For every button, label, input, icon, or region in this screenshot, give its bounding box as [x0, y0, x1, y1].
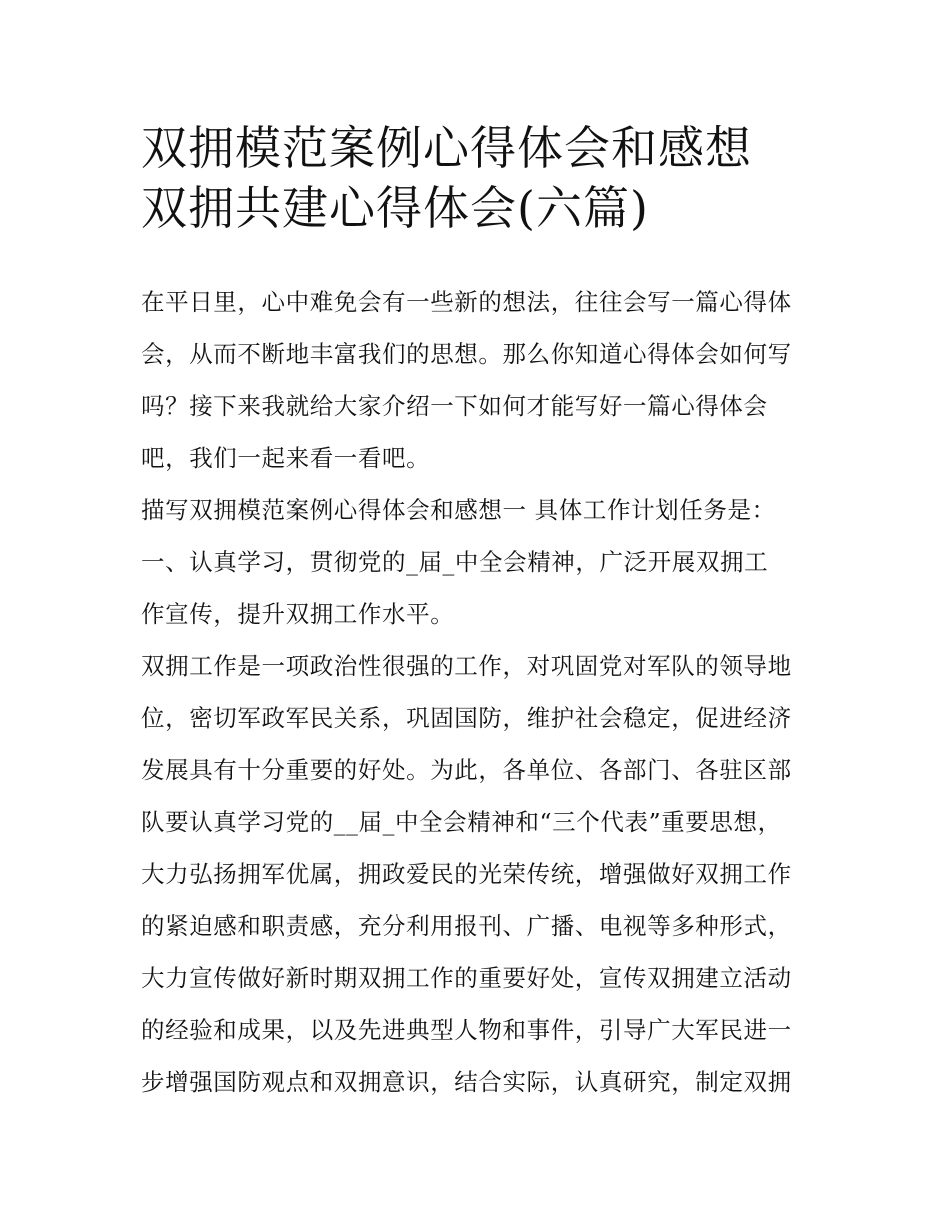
body-line: 一、认真学习，贯彻党的_届_中全会精神，广泛开展双拥工 — [141, 548, 769, 576]
title-line-2: 双拥共建心得体会(六篇) — [141, 181, 649, 235]
body-line: 队要认真学习党的__届_中全会精神和“三个代表”重要思想， — [141, 808, 782, 836]
body-line: 吗？接下来我就给大家介绍一下如何才能写好一篇心得体会 — [141, 392, 768, 420]
body-line: 吧，我们一起来看一看吧。 — [141, 444, 431, 472]
body-line: 会，从而不断地丰富我们的思想。那么你知道心得体会如何写 — [141, 340, 792, 368]
body-line: 位，密切军政军民关系，巩固国防，维护社会稳定，促进经济 — [141, 704, 792, 732]
body-line: 发展具有十分重要的好处。为此，各单位、各部门、各驻区部 — [141, 756, 792, 784]
document-body — [141, 276, 821, 1108]
title-line-1: 双拥模范案例心得体会和感想 — [141, 121, 752, 175]
body-line: 双拥工作是一项政治性很强的工作，对巩固党对军队的领导地 — [141, 652, 792, 680]
body-line: 的紧迫感和职责感，充分利用报刊、广播、电视等多种形式， — [141, 912, 792, 940]
body-line: 在平日里，心中难免会有一些新的想法，往往会写一篇心得体 — [141, 288, 792, 316]
body-line: 作宣传，提升双拥工作水平。 — [141, 600, 455, 628]
document-title — [141, 118, 841, 238]
body-line: 的经验和成果，以及先进典型人物和事件，引导广大军民进一 — [141, 1016, 792, 1044]
body-line: 大力弘扬拥军优属，拥政爱民的光荣传统，增强做好双拥工作 — [141, 860, 792, 888]
body-line: 步增强国防观点和双拥意识，结合实际，认真研究，制定双拥 — [141, 1068, 792, 1096]
body-line: 描写双拥模范案例心得体会和感想一 具体工作计划任务是： — [141, 496, 776, 524]
body-line: 大力宣传做好新时期双拥工作的重要好处，宣传双拥建立活动 — [141, 964, 792, 992]
